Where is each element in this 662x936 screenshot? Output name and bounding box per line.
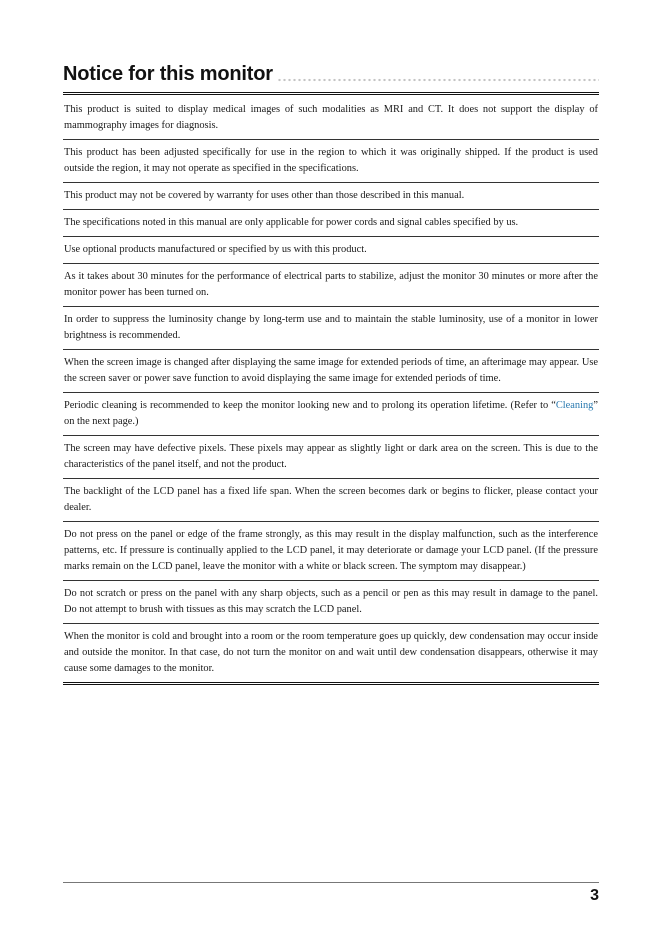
notice-table bbox=[63, 92, 599, 685]
notice-row: The specifications noted in this manual are only applicable for power cords and signal cables specified by us. bbox=[63, 209, 599, 236]
notice-row: The backlight of the LCD panel has a fixed life span. When the screen becomes dark or begins to flicker, please contact your dealer. bbox=[63, 478, 599, 521]
footer-rule bbox=[63, 882, 599, 883]
notice-row: This product may not be covered by warranty for uses other than those described in this manual. bbox=[63, 182, 599, 209]
notice-row: As it takes about 30 minutes for the performance of electrical parts to stabilize, adjust the monitor 30 minutes or more after the monitor power has been turned on. bbox=[63, 263, 599, 306]
notice-row-cleaning bbox=[63, 392, 599, 435]
page-title: Notice for this monitor bbox=[63, 63, 273, 85]
notice-row: Do not scratch or press on the panel with any sharp objects, such as a pencil or pen as this may result in damage to the panel. Do not attempt to brush with tissues as this may scratch the LCD panel. bbox=[63, 580, 599, 623]
page-title-row bbox=[63, 60, 599, 86]
notice-row: Do not press on the panel or edge of the frame strongly, as this may result in the display malfunction, such as the interference patterns, etc. If pressure is continually applied to the LCD panel, it may deteriorate or damage your LCD panel. (If the pressure marks remain on the LCD panel, leave the monitor with a white or black screen. The symptom may disappear.) bbox=[63, 521, 599, 580]
notice-text-before-link: Periodic cleaning is recommended to keep the monitor looking new and to prolong its operation lifetime. (Refer to “ bbox=[64, 400, 556, 411]
notice-text-after-link: ” on the next page.) bbox=[64, 400, 598, 427]
cleaning-link[interactable]: Cleaning bbox=[555, 400, 594, 411]
notice-row: When the screen image is changed after displaying the same image for extended periods of time, an afterimage may appear. Use the screen saver or power save function to avoid displaying the same image for extended periods of time. bbox=[63, 349, 599, 392]
notice-row: In order to suppress the luminosity change by long-term use and to maintain the stable luminosity, use of a monitor in lower brightness is recommended. bbox=[63, 306, 599, 349]
notice-row: This product is suited to display medical images of such modalities as MRI and CT. It does not support the display of mammography images for diagnosis. bbox=[64, 104, 598, 131]
notice-row: Use optional products manufactured or specified by us with this product. bbox=[63, 236, 599, 263]
page-number: 3 bbox=[590, 887, 599, 904]
notice-row: This product has been adjusted specifically for use in the region to which it was originally shipped. If the product is used outside the region, it may not operate as specified in the specifications. bbox=[63, 139, 599, 182]
notice-row: When the monitor is cold and brought into a room or the room temperature goes up quickly, dew condensation may occur inside and outside the monitor. In that case, do not turn the monitor on and wait until dew condensation disappears, otherwise it may cause some damages to the monitor. bbox=[63, 623, 599, 682]
title-dotted-leader bbox=[277, 78, 599, 82]
notice-row: The screen may have defective pixels. These pixels may appear as slightly light or dark area on the screen. This is due to the characteristics of the panel itself, and not the product. bbox=[63, 435, 599, 478]
